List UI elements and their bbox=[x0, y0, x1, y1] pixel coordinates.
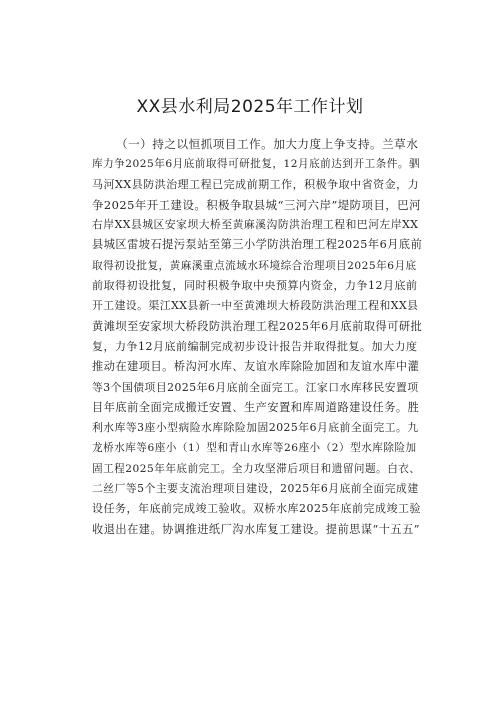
document-title: XX县水利局2025年工作计划 bbox=[136, 97, 364, 117]
body-line: 二丝厂等5个主要支流治理项目建设，2025年6月底前全面完成建 bbox=[92, 482, 419, 496]
body-line: 等3个国债项目2025年6月底前全面完工。江家口水库移民安置项 bbox=[92, 380, 419, 394]
body-line: 龙桥水库等6座小（1）型和青山水库等26座小（2）型水库除险加 bbox=[92, 442, 417, 455]
body-line: 收退出在建。协调推进纸厂沟水库复工建设。提前思谋“十五五” bbox=[92, 522, 421, 536]
body-line: 推动在建项目。桥沟河水库、友谊水库除险加固和友谊水库中灌 bbox=[92, 360, 420, 374]
body-line: 马河XX县防洪治理工程已完成前期工作，积极争取中省资金，力 bbox=[92, 177, 420, 191]
body-line: 县城区雷坡石提污泵站至第三小学防洪治理工程2025年6月底前 bbox=[92, 238, 423, 252]
body-line: 取得初设批复，黄麻溪重点流域水环境综合治理项目2025年6月底 bbox=[92, 259, 417, 272]
body-line: 固工程2025年年底前完工。全力攻坚滞后项目和遗留问题。白衣、 bbox=[92, 462, 421, 475]
body-line: 开工建设。渠江XX县新一中至黄滩坝大桥段防洪治理工程和XX县 bbox=[92, 299, 419, 313]
body-line: 目年底前全面完成搬迁安置、生产安置和库周道路建设任务。胜 bbox=[92, 400, 420, 414]
body-line: 库力争2025年6月底前取得可研批复，12月底前达到开工条件。驷 bbox=[92, 158, 421, 171]
body-line: 复，力争12月底前编制完成初步设计报告并取得批复。加大力度 bbox=[92, 339, 418, 353]
body-line: 黄滩坝至安家坝大桥段防洪治理工程2025年6月底前取得可研批 bbox=[92, 319, 423, 333]
body-line: 争2025年开工建设。积极争取县城“三河六岸”堤防项目，巴河 bbox=[92, 197, 422, 212]
document-body bbox=[92, 134, 422, 540]
body-line: 右岸XX县城区安家坝大桥至黄麻溪沟防洪治理工程和巴河左岸XX bbox=[92, 218, 419, 232]
body-line: 利水库等3座小型病险水库除险加固2025年6月底前全面完工。九 bbox=[92, 421, 419, 435]
body-line: 设任务，年底前完成竣工验收。双桥水库2025年底前完成竣工验 bbox=[92, 502, 421, 516]
body-line: 前取得初设批复，同时积极争取中央预算内资金，力争12月底前 bbox=[92, 279, 418, 293]
body-line: （一）持之以恒抓项目工作。加大力度上争支持。兰草水 bbox=[116, 137, 419, 151]
